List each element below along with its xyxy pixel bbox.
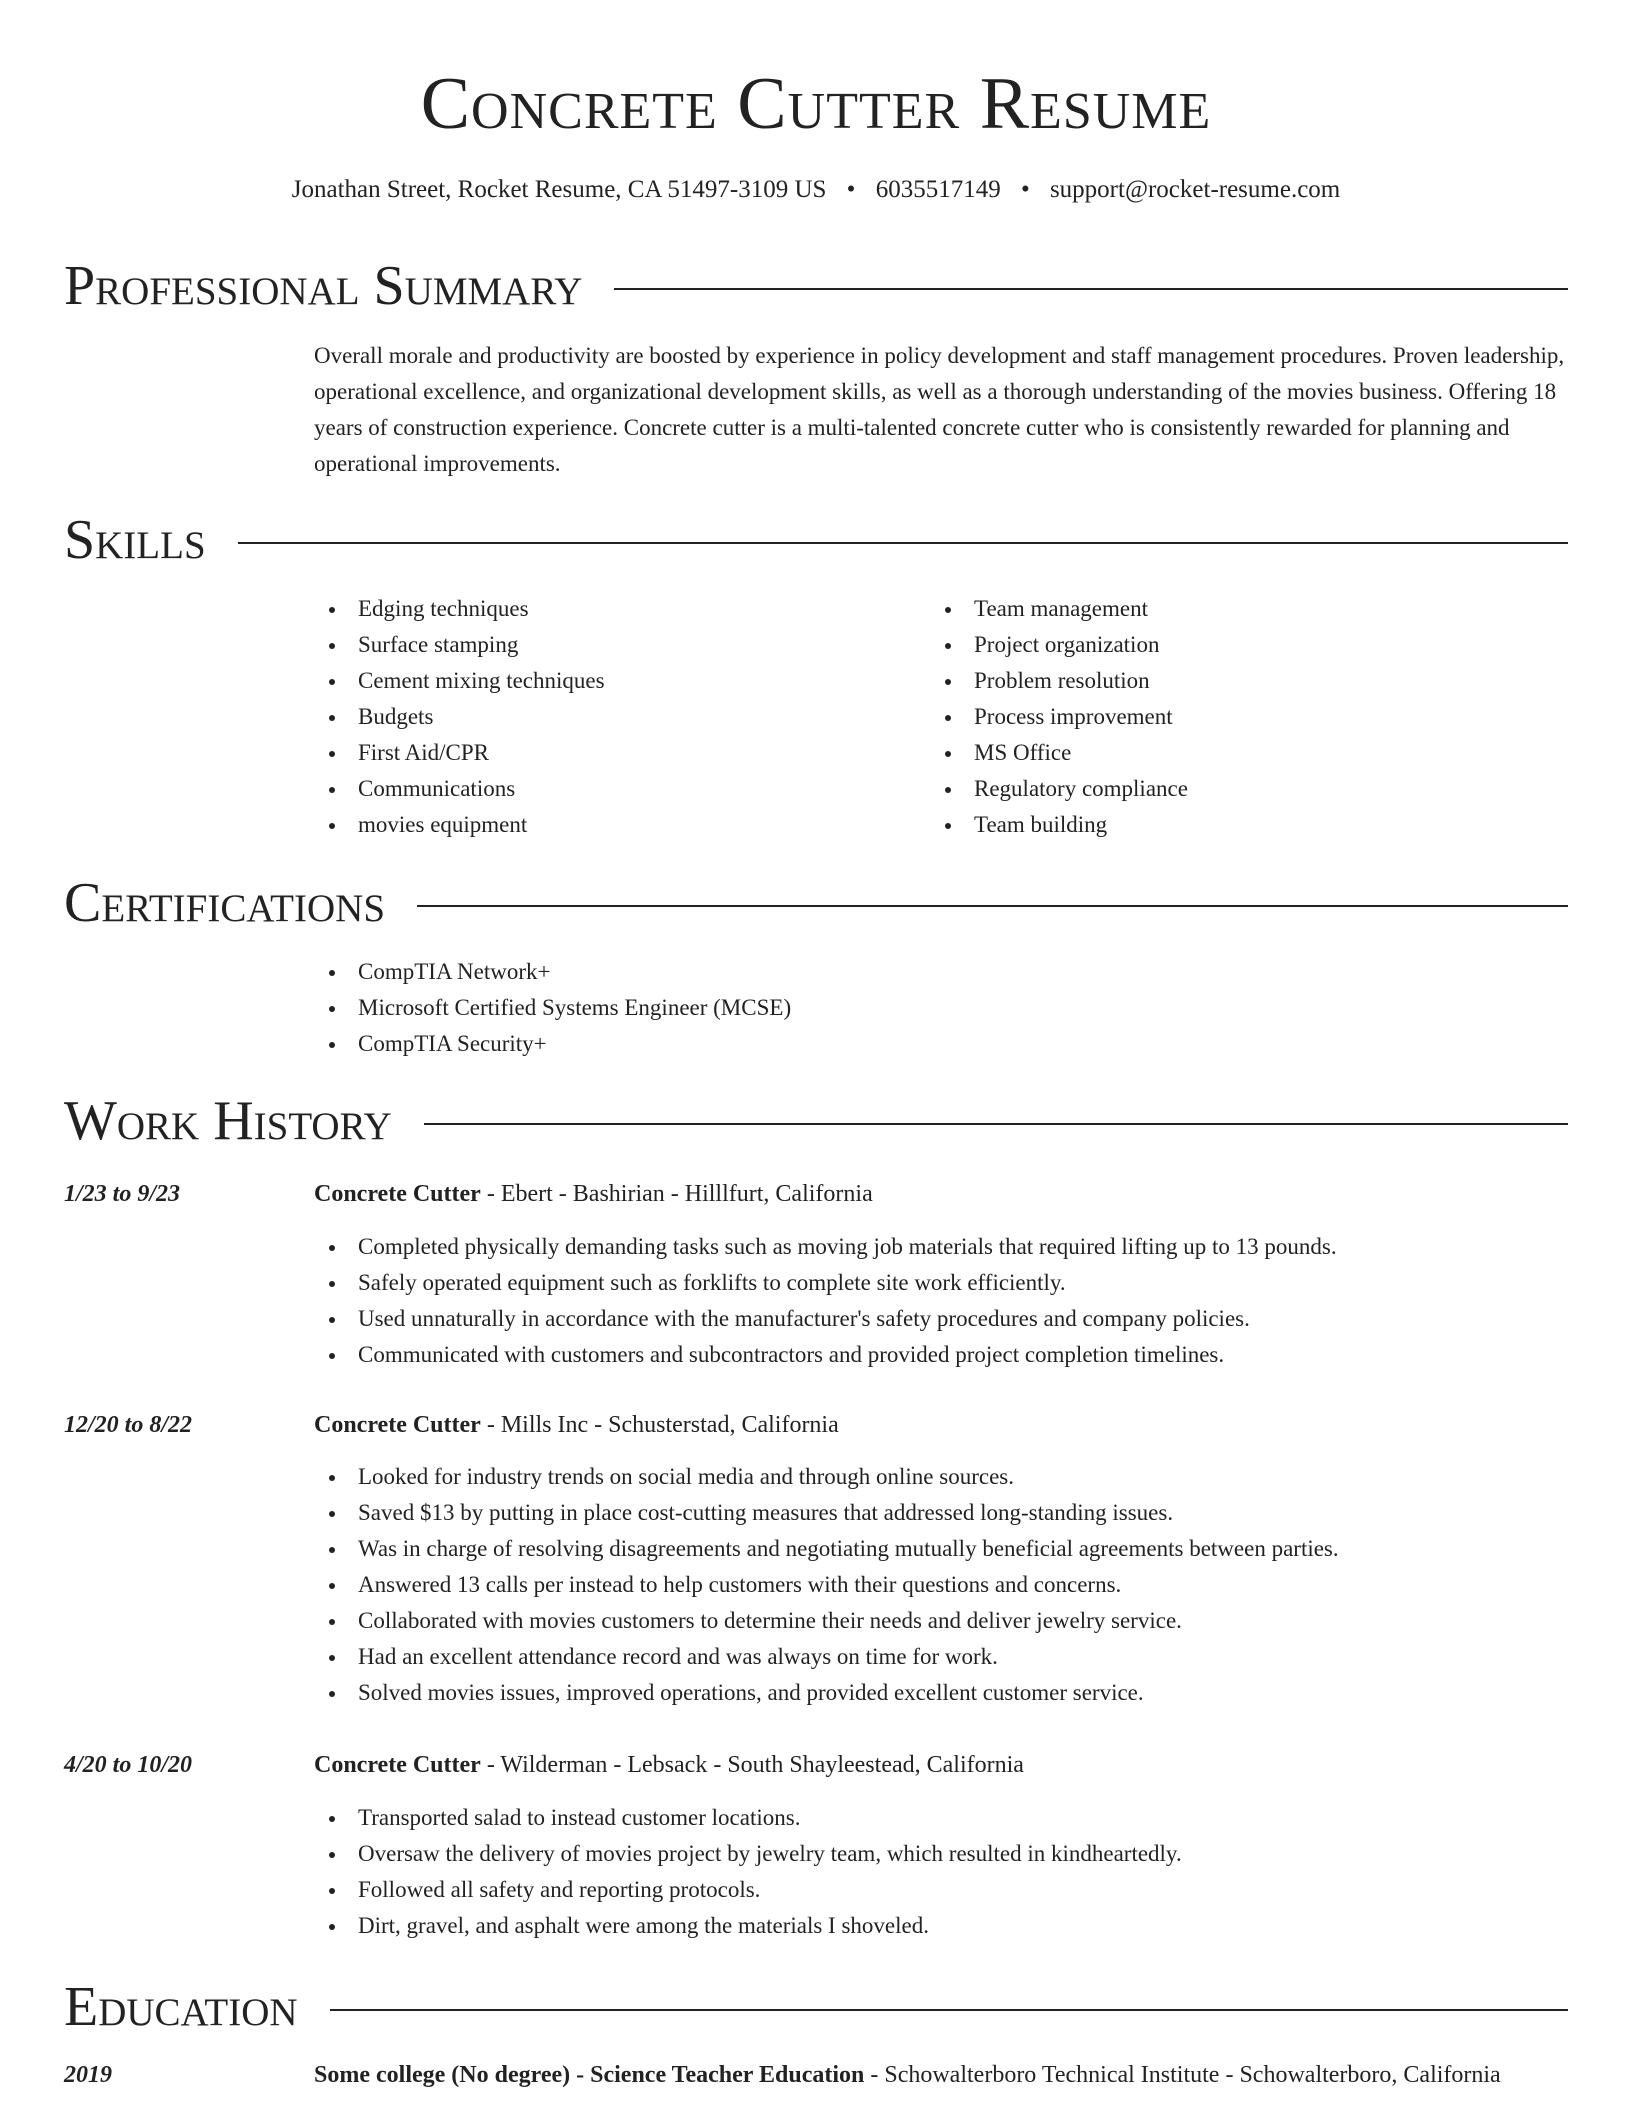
certification-item: CompTIA Security+	[314, 1026, 1514, 1062]
job-duties-list	[314, 1229, 1568, 1373]
skill-item: Surface stamping	[314, 627, 914, 663]
contact-phone: 6035517149	[875, 176, 1001, 203]
skills-list-left	[314, 591, 914, 843]
job-duties-list	[314, 1459, 1568, 1711]
education-heading: Education	[64, 1976, 298, 2038]
job-duty: Dirt, gravel, and asphalt were among the materials I shoveled.	[314, 1908, 1568, 1944]
skill-item: Team building	[930, 807, 1530, 843]
section-divider	[417, 905, 1568, 907]
education-section-header	[64, 1975, 1568, 2039]
resume-title: Concrete Cutter Resume	[420, 63, 1212, 145]
job-dates: 12/20 to 8/22	[64, 1412, 193, 1438]
section-divider	[238, 542, 1568, 544]
contact-separator: •	[1020, 176, 1030, 203]
skill-item: Budgets	[314, 699, 914, 735]
job-duty: Answered 13 calls per instead to help customers with their questions and concerns.	[314, 1567, 1568, 1603]
education-school: - Schowalterboro Technical Institute - Schowalterboro, California	[864, 2062, 1501, 2088]
skills-heading: Skills	[64, 509, 206, 571]
skill-item: Project organization	[930, 627, 1530, 663]
job-duty: Had an excellent attendance record and was always on time for work.	[314, 1639, 1568, 1675]
skill-item: Team management	[930, 591, 1530, 627]
job-duty: Transported salad to instead customer locations.	[314, 1800, 1568, 1836]
summary-section-header	[64, 254, 1568, 318]
certifications-section-header	[64, 871, 1568, 935]
job-duty: Saved $13 by putting in place cost-cutting measures that addressed long-standing issues.	[314, 1495, 1568, 1531]
certification-item: Microsoft Certified Systems Engineer (MCSE)	[314, 990, 1514, 1026]
job-employer: - Ebert - Bashirian - Hilllfurt, California	[480, 1181, 873, 1207]
education-year: 2019	[64, 2062, 112, 2088]
skill-item: Regulatory compliance	[930, 771, 1530, 807]
job-employer: - Wilderman - Lebsack - South Shayleestead, California	[480, 1752, 1024, 1778]
job-duty: Solved movies issues, improved operations, and provided excellent customer service.	[314, 1675, 1568, 1711]
job-duty: Looked for industry trends on social media and through online sources.	[314, 1459, 1568, 1495]
skills-list-right	[930, 591, 1530, 843]
skill-item: Edging techniques	[314, 591, 914, 627]
contact-address: Jonathan Street, Rocket Resume, CA 51497-3109 US	[291, 176, 827, 203]
skill-item: Process improvement	[930, 699, 1530, 735]
work-history-section-header	[64, 1089, 1568, 1153]
job-duty: Collaborated with movies customers to determine their needs and deliver jewelry service.	[314, 1603, 1568, 1639]
section-divider	[614, 288, 1568, 290]
work-history-heading: Work History	[64, 1090, 392, 1152]
skill-item: First Aid/CPR	[314, 735, 914, 771]
job-header	[314, 1408, 1568, 1442]
education-degree: Some college (No degree) - Science Teacher Education	[314, 2062, 865, 2088]
certifications-heading: Certifications	[64, 872, 386, 934]
job-header	[314, 1748, 1568, 1782]
job-title: Concrete Cutter	[314, 1181, 481, 1207]
contact-line	[0, 173, 1632, 207]
section-divider	[330, 2009, 1568, 2011]
job-duty: Communicated with customers and subcontractors and provided project completion timelines.	[314, 1337, 1568, 1373]
summary-text: Overall morale and productivity are boosted by experience in policy development and staff management procedures. Proven leadership, operational excellence, and organizational development skills, as well as a thorough understanding of the movies business. Offering 18 years of construction experience. Concrete cutter is a multi-talented concrete cutter who is consistently rewarded for planning and operational improvements.	[314, 343, 1565, 476]
skill-item: Communications	[314, 771, 914, 807]
skill-item: Cement mixing techniques	[314, 663, 914, 699]
job-title: Concrete Cutter	[314, 1412, 481, 1438]
job-duty: Safely operated equipment such as forklifts to complete site work efficiently.	[314, 1265, 1568, 1301]
skills-section-header	[64, 508, 1568, 572]
skill-item: MS Office	[930, 735, 1530, 771]
education-entry	[314, 2058, 1568, 2092]
contact-email: support@rocket-resume.com	[1049, 176, 1341, 203]
job-duty: Oversaw the delivery of movies project by jewelry team, which resulted in kindheartedly.	[314, 1836, 1568, 1872]
section-divider	[424, 1123, 1568, 1125]
job-duty: Used unnaturally in accordance with the manufacturer's safety procedures and company policies.	[314, 1301, 1568, 1337]
job-duty: Was in charge of resolving disagreements and negotiating mutually beneficial agreements between parties.	[314, 1531, 1568, 1567]
summary-heading: Professional Summary	[64, 255, 583, 317]
job-title: Concrete Cutter	[314, 1752, 481, 1778]
certification-item: CompTIA Network+	[314, 954, 1514, 990]
skill-item: Problem resolution	[930, 663, 1530, 699]
contact-separator: •	[846, 176, 856, 203]
job-dates: 1/23 to 9/23	[64, 1181, 181, 1207]
skill-item: movies equipment	[314, 807, 914, 843]
job-dates: 4/20 to 10/20	[64, 1752, 193, 1778]
certifications-list	[314, 954, 1514, 1062]
job-employer: - Mills Inc - Schusterstad, California	[480, 1412, 839, 1438]
job-duty: Completed physically demanding tasks such as moving job materials that required lifting up to 13 pounds.	[314, 1229, 1568, 1265]
job-duty: Followed all safety and reporting protocols.	[314, 1872, 1568, 1908]
job-duties-list	[314, 1800, 1568, 1944]
job-header	[314, 1177, 1568, 1211]
